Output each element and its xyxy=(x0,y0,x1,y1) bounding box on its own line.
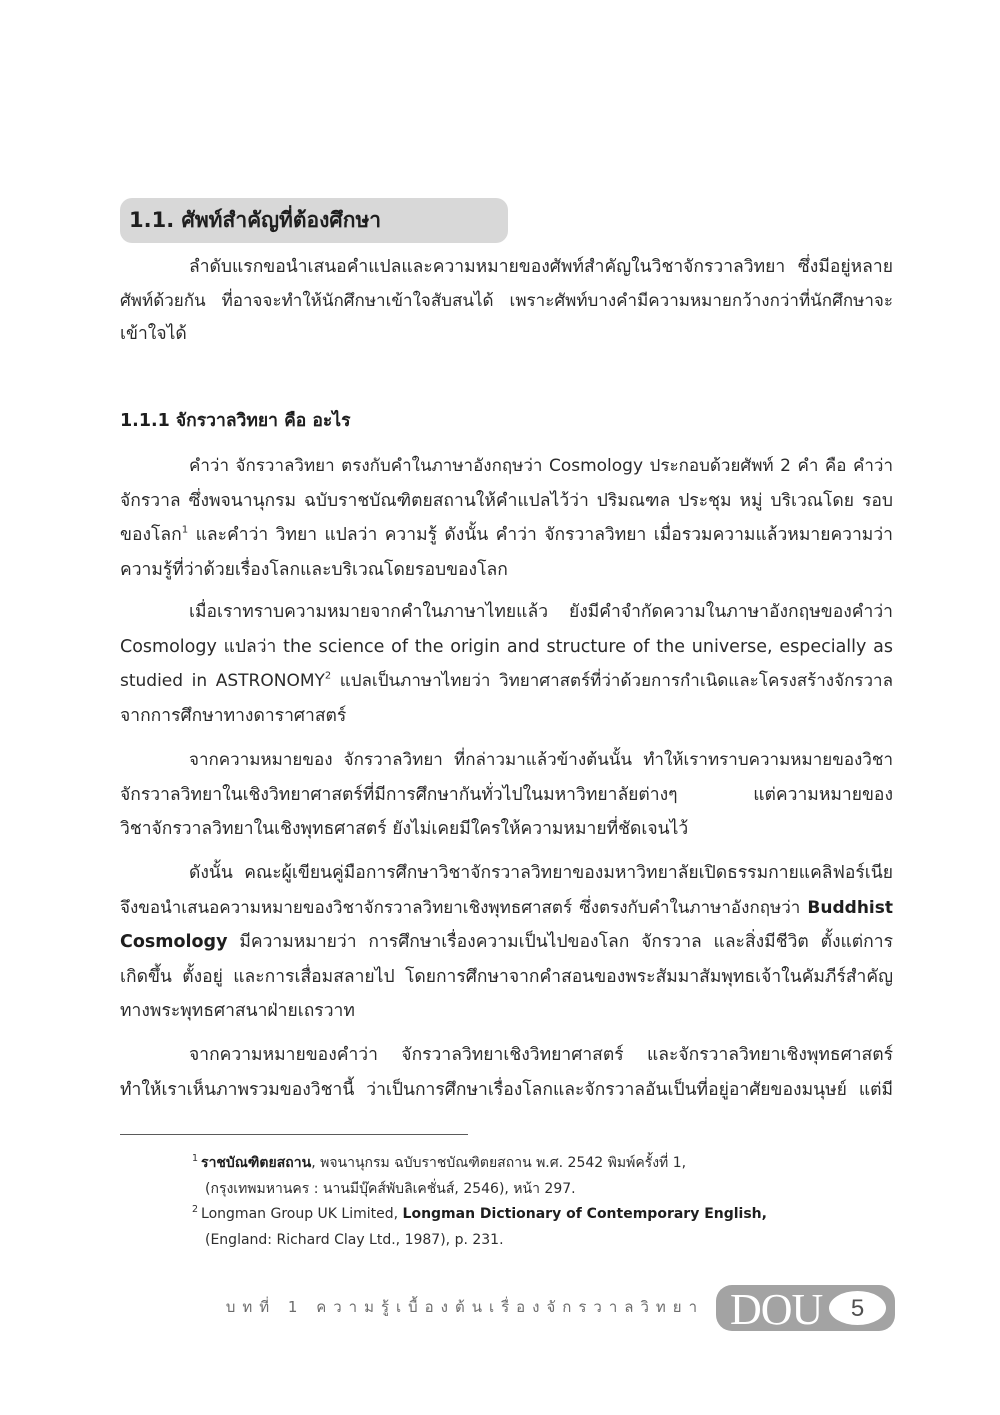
paragraph-line xyxy=(120,925,893,960)
intro-paragraph xyxy=(120,251,893,352)
paragraph-line: ศัพท์ด้วยกัน ที่อาจจะทำให้นักศึกษาเข้าใจสับสนได้ เพราะศัพท์บางคำมีความหมายกว้างกว่าที่นักศึกษาจะ xyxy=(120,290,893,311)
line-text: มีความหมายว่า การศึกษาเรื่องความเป็นไปของโลก จักรวาล และสิ่งมีชีวิต ตั้งแต่การ xyxy=(239,932,893,952)
footnote-number: 1 xyxy=(192,1153,199,1164)
section-heading: 1.1. ศัพท์สำคัญที่ต้องศึกษา xyxy=(129,208,382,232)
paragraph-line: ทำให้เราเห็นภาพรวมของวิชานี้ ว่าเป็นการศึกษาเรื่องโลกและจักรวาลอันเป็นที่อยู่อาศัยของมนุษย์ แต่มี xyxy=(120,1079,893,1100)
footnote-line xyxy=(192,1202,892,1228)
footnote-author: Longman Group UK Limited, xyxy=(201,1206,399,1223)
footnote-reference: 1 xyxy=(181,524,189,536)
line-text: จึงขอนำเสนอความหมายของวิชาจักรวาลวิทยาเชิงพุทธศาสตร์ ซึ่งตรงกับคำในภาษาอังกฤษว่า xyxy=(120,897,801,918)
footnote-reference: 2 xyxy=(324,670,332,682)
paragraph-line: ลำดับแรกขอนำเสนอคำแปลและความหมายของศัพท์สำคัญในวิชาจักรวาลวิทยา ซึ่งมีอยู่หลาย xyxy=(189,257,893,277)
footnote-publication: (England: Richard Clay Ltd., 1987), p. 231. xyxy=(205,1232,504,1249)
paragraph-line: วิชาจักรวาลวิทยาในเชิงพุทธศาสตร์ ยังไม่เคยมีใครให้ความหมายที่ชัดเจนไว้ xyxy=(120,819,689,839)
logo-text: DOU xyxy=(730,1285,823,1334)
definition-paragraph xyxy=(120,1038,893,1107)
paragraph-line: จากความหมายของคำว่า จักรวาลวิทยาเชิงวิทยาศาสตร์ และจักรวาลวิทยาเชิงพุทธศาสตร์ xyxy=(189,1045,893,1065)
paragraph-line xyxy=(120,891,893,926)
dou-logo xyxy=(716,1285,895,1334)
paragraph-line: จักรวาล ซึ่งพจนานุกรม ฉบับราชบัณฑิตยสถานให้คำแปลไว้ว่า ปริมณฑล ประชุม หมู่ บริเวณโดย รอบ xyxy=(120,490,893,511)
line-text: studied in ASTRONOMY xyxy=(120,671,325,691)
bold-term: Cosmology xyxy=(120,932,228,952)
footnote-details: , พจนานุกรม ฉบับราชบัณฑิตยสถาน พ.ศ. 2542 พิมพ์ครั้งที่ 1, xyxy=(311,1155,687,1171)
paragraph-line: ความรู้ที่ว่าด้วยเรื่องโลกและบริเวณโดยรอบของโลก xyxy=(120,559,508,580)
line-text: และคำว่า วิทยา แปลว่า ความรู้ ดังนั้น คำว่า จักรวาลวิทยา เมื่อรวมความแล้วหมายความว่า xyxy=(195,525,893,545)
footnote-line xyxy=(192,1151,892,1177)
paragraph-line: จากความหมายของ จักรวาลวิทยา ที่กล่าวมาแล้วข้างต้นนั้น ทำให้เราทราบความหมายของวิชา xyxy=(189,750,893,770)
footnotes xyxy=(192,1151,892,1254)
paragraph-line: ดังนั้น คณะผู้เขียนคู่มือการศึกษาวิชาจักรวาลวิทยาของมหาวิทยาลัยเปิดธรรมกายแคลิฟอร์เนีย xyxy=(189,863,893,883)
subsection-heading: 1.1.1 จักรวาลวิทยา คือ อะไร xyxy=(120,411,351,431)
line-text: แปลเป็นภาษาไทยว่า วิทยาศาสตร์ที่ว่าด้วยการกำเนิดและโครงสร้างจักรวาล xyxy=(339,671,893,691)
definition-paragraph xyxy=(120,449,893,587)
paragraph-line: Cosmology แปลว่า the science of the origin and structure of the universe, especially as xyxy=(120,636,893,657)
section-heading-box xyxy=(120,198,508,243)
paragraph-line: จากการศึกษาทางดาราศาสตร์ xyxy=(120,705,347,726)
paragraph-line xyxy=(120,664,893,699)
footnote-author: ราชบัณฑิตยสถาน xyxy=(201,1155,312,1171)
footnote-publication: (กรุงเทพมหานคร : นานมีบุ๊คส์พับลิเคชั่นส์, 2546), หน้า 297. xyxy=(205,1180,576,1197)
paragraph-line: ทางพระพุทธศาสนาฝ่ายเถรวาท xyxy=(120,1001,355,1021)
page-number: 5 xyxy=(829,1291,886,1325)
footnote-title: Longman Dictionary of Contemporary English, xyxy=(402,1206,767,1223)
paragraph-line xyxy=(120,518,893,553)
paragraph-line: คำว่า จักรวาลวิทยา ตรงกับคำในภาษาอังกฤษว่า Cosmology ประกอบด้วยศัพท์ 2 คำ คือ คำว่า xyxy=(189,456,893,476)
paragraph-line: เมื่อเราทราบความหมายจากคำในภาษาไทยแล้ว ยังมีคำจำกัดความในภาษาอังกฤษของคำว่า xyxy=(189,602,893,622)
footnote-divider xyxy=(120,1134,468,1135)
chapter-title-footer: บทที่ 1 ความรู้เบื้องต้นเรื่องจักรวาลวิทยา xyxy=(225,1298,704,1316)
definition-paragraph xyxy=(120,743,893,847)
line-text: ของโลก xyxy=(120,525,182,545)
footnote-number: 2 xyxy=(192,1204,199,1216)
definition-paragraph xyxy=(120,595,893,733)
paragraph-line: จักรวาลวิทยาในเชิงวิทยาศาสตร์ที่มีการศึกษากันทั่วไปในมหาวิทยาลัยต่างๆ แต่ความหมายของ xyxy=(120,784,893,805)
bold-term: Buddhist xyxy=(807,897,893,918)
definition-paragraph xyxy=(120,856,893,1029)
paragraph-line: เกิดขึ้น ตั้งอยู่ และการเสื่อมสลายไป โดยการศึกษาจากคำสอนของพระสัมมาสัมพุทธเจ้าในคัมภีร์สำคัญ xyxy=(120,966,893,987)
paragraph-line: เข้าใจได้ xyxy=(120,324,187,344)
